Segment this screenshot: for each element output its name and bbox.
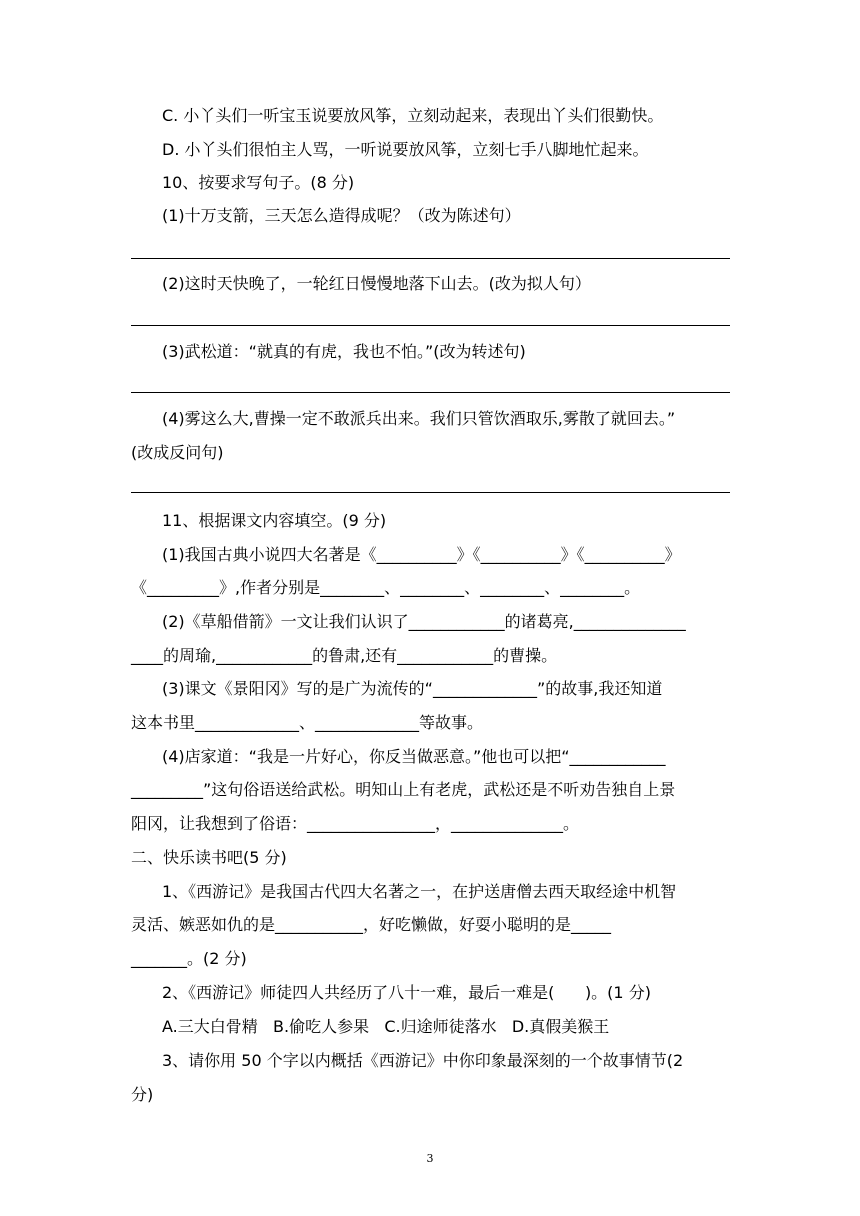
q11-heading: 11、根据课文内容填空。(9 分) — [162, 511, 387, 530]
s2-q1-line-2: 灵活、嫉恶如仇的是___________，好吃懒做，好耍小聪明的是_____ — [131, 915, 612, 934]
q11-item-2-line-2: ____的周瑜,____________的鲁肃,还有____________的曹操。 — [131, 646, 558, 665]
q10-item-4-line-2: (改成反问句) — [131, 443, 224, 462]
q11-item-3-line-1: (3)课文《景阳冈》写的是广为流传的“_____________”的故事,我还知道 — [162, 679, 663, 698]
answer-line — [131, 325, 730, 326]
q10-item-2: (2)这时天快晚了，一轮红日慢慢地落下山去。(改为拟人句） — [162, 274, 591, 293]
answer-line — [131, 392, 730, 393]
q11-item-4-line-2: _________”这句俗语送给武松。明知山上有老虎，武松还是不听劝告独自上景 — [131, 780, 676, 799]
q11-item-4-line-1: (4)店家道：“我是一片好心，你反当做恶意。”他也可以把“____________ — [162, 747, 666, 766]
s2-q3-line-2: 分) — [131, 1085, 154, 1104]
s2-q2-options: A.三大白骨精 B.偷吃人参果 C.归途师徒落水 D.真假美猴王 — [162, 1017, 610, 1036]
s2-q3-line-1: 3、请你用 50 个字以内概括《西游记》中你印象最深刻的一个故事情节(2 — [162, 1051, 684, 1070]
answer-line — [131, 492, 730, 493]
section-2-heading: 二、快乐读书吧(5 分) — [131, 848, 287, 867]
q9-option-d: D. 小丫头们很怕主人骂，一听说要放风筝，立刻七手八脚地忙起来。 — [162, 140, 649, 159]
q11-item-3-line-2: 这本书里_____________、_____________等故事。 — [131, 713, 484, 732]
s2-q1-line-1: 1、《西游记》是我国古代四大名著之一，在护送唐僧去西天取经途中机智 — [162, 882, 677, 901]
q11-item-4-line-3: 阳冈，让我想到了俗语：________________，______________。 — [131, 814, 580, 833]
q11-item-2-line-1: (2)《草船借箭》一文让我们认识了____________的诸葛亮,______________ — [162, 612, 686, 631]
s2-q2-line-1: 2、《西游记》师徒四人共经历了八十一难，最后一难是( )。(1 分) — [162, 983, 651, 1002]
q11-item-1-line-1: (1)我国古典小说四大名著是《__________》《__________》《__________》 — [162, 545, 681, 564]
page-number: 3 — [426, 1152, 434, 1165]
s2-q1-line-3: _______。(2 分) — [131, 949, 247, 968]
answer-line — [131, 258, 730, 259]
q11-item-1-line-2: 《_________》,作者分别是________、________、________、________。 — [131, 578, 641, 597]
q9-option-c: C. 小丫头们一听宝玉说要放风筝，立刻动起来，表现出丫头们很勤快。 — [162, 106, 664, 125]
q10-item-3: (3)武松道：“就真的有虎，我也不怕。”(改为转述句) — [162, 342, 526, 361]
q10-item-4-line-1: (4)雾这么大,曹操一定不敢派兵出来。我们只管饮酒取乐,雾散了就回去。” — [162, 409, 676, 428]
q10-heading: 10、按要求写句子。(8 分) — [162, 173, 355, 192]
q10-item-1: (1)十万支箭，三天怎么造得成呢？（改为陈述句） — [162, 206, 521, 225]
